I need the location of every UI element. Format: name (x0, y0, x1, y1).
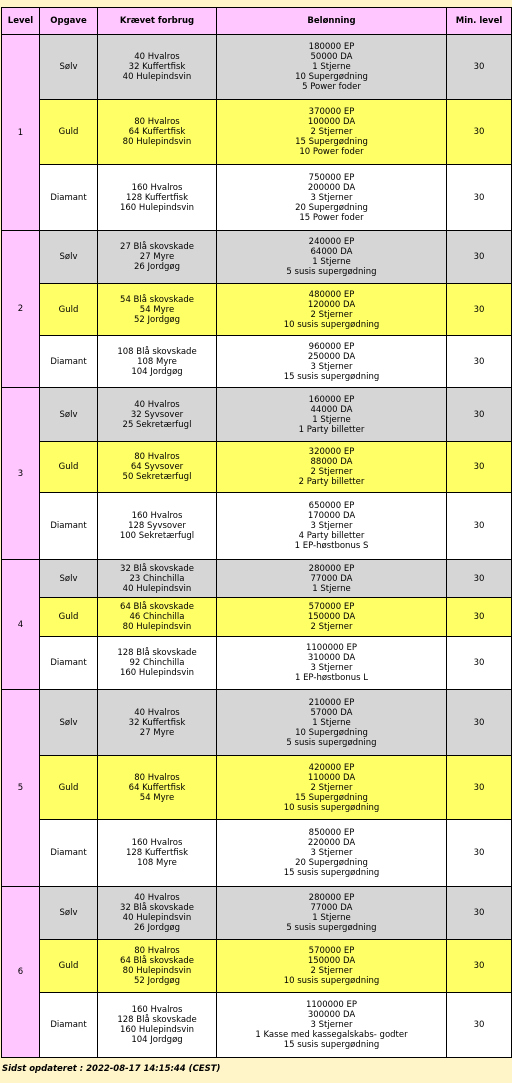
reward-item: 280000 EP (308, 893, 355, 903)
reward-item: 1100000 EP (305, 1000, 358, 1010)
task-cell: Guld (40, 100, 98, 165)
reward-item: 10 susis supergødning (283, 976, 380, 986)
reward-cell (217, 336, 447, 388)
required-item: 80 Hvalros (134, 117, 180, 127)
reward-item: 10 susis supergødning (283, 319, 380, 330)
min-level-cell: 30 (447, 940, 512, 993)
reward-item: 300000 DA (307, 1010, 356, 1020)
required-cell (98, 165, 217, 231)
level-cell: 1 (2, 35, 40, 231)
reward-item: 1 Stjerne (312, 414, 351, 425)
required-item: 26 Jordgøg (134, 262, 180, 272)
required-cell (98, 887, 217, 940)
reward-item: 1 Stjerne (312, 913, 351, 923)
required-item: 80 Hvalros (134, 946, 180, 956)
task-cell: Diamant (40, 336, 98, 388)
required-item: 80 Hulepindsvin (122, 622, 192, 632)
required-cell (98, 993, 217, 1058)
reward-item: 570000 EP (308, 946, 355, 956)
reward-item: 15 susis supergødning (283, 868, 380, 878)
required-item: 40 Hulepindsvin (122, 72, 192, 82)
reward-item: 5 susis supergødning (286, 923, 377, 933)
required-item: 108 Myre (137, 858, 177, 868)
reward-item: 88000 DA (310, 457, 353, 467)
required-cell (98, 284, 217, 336)
level-cell: 2 (2, 231, 40, 388)
required-item: 160 Hvalros (131, 182, 183, 193)
task-cell: Sølv (40, 231, 98, 284)
reward-item: 3 Stjerner (310, 848, 353, 858)
reward-item: 320000 EP (308, 447, 355, 457)
reward-cell (217, 165, 447, 231)
reward-item: 2 Stjerner (310, 467, 353, 477)
required-item: 46 Chinchilla (129, 612, 185, 622)
required-item: 32 Syvsover (130, 409, 184, 420)
reward-item: 15 Supergødning (295, 792, 368, 803)
reward-item: 1 EP-høstbonus L (294, 673, 369, 683)
required-cell (98, 598, 217, 637)
table-row (2, 493, 512, 560)
min-level-cell: 30 (447, 820, 512, 887)
min-level-cell: 30 (447, 887, 512, 940)
required-item: 32 Blå skovskade (120, 903, 194, 913)
reward-cell (217, 940, 447, 993)
reward-item: 2 Stjerner (310, 127, 353, 137)
task-cell: Diamant (40, 820, 98, 887)
reward-item: 110000 DA (307, 772, 356, 783)
required-item: 128 Blå skovskade (117, 648, 197, 658)
reward-item: 1 Stjerne (312, 717, 351, 728)
reward-cell (217, 756, 447, 820)
required-item: 100 Sekretærfugl (119, 531, 195, 541)
required-item: 40 Hulepindsvin (122, 913, 192, 923)
quest-table (1, 7, 512, 1058)
required-item: 92 Chinchilla (129, 658, 185, 668)
reward-item: 2 Party billetter (298, 477, 365, 487)
table-row (2, 756, 512, 820)
reward-item: 5 Power foder (302, 82, 361, 92)
table-row (2, 820, 512, 887)
task-cell: Sølv (40, 35, 98, 100)
reward-item: 1100000 EP (305, 643, 358, 653)
required-item: 160 Hulepindsvin (119, 1025, 195, 1035)
table-row (2, 35, 512, 100)
reward-item: 1 Stjerne (312, 583, 351, 594)
required-item: 160 Hulepindsvin (119, 668, 195, 678)
reward-item: 160000 EP (308, 394, 355, 405)
task-cell: Sølv (40, 887, 98, 940)
task-cell: Guld (40, 756, 98, 820)
required-cell (98, 690, 217, 756)
required-item: 27 Myre (139, 727, 175, 738)
required-item: 104 Jordgøg (131, 366, 183, 377)
required-item: 64 Blå skovskade (120, 956, 194, 966)
reward-item: 5 susis supergødning (286, 267, 377, 277)
required-item: 27 Myre (139, 252, 175, 262)
min-level-cell: 30 (447, 993, 512, 1058)
min-level-cell: 30 (447, 690, 512, 756)
reward-item: 850000 EP (308, 828, 355, 838)
header-level: Level (2, 8, 40, 35)
reward-item: 77000 DA (310, 573, 353, 584)
required-item: 40 Hvalros (134, 707, 180, 718)
required-cell (98, 100, 217, 165)
reward-cell (217, 35, 447, 100)
required-cell (98, 231, 217, 284)
required-cell (98, 35, 217, 100)
table-row (2, 100, 512, 165)
reward-item: 240000 EP (308, 237, 355, 247)
reward-item: 1 Stjerne (312, 62, 351, 72)
reward-item: 5 susis supergødning (286, 737, 377, 748)
reward-item: 10 Supergødning (295, 727, 368, 738)
required-item: 40 Hulepindsvin (122, 583, 192, 594)
reward-item: 10 Supergødning (295, 72, 368, 82)
task-cell: Diamant (40, 493, 98, 560)
min-level-cell: 30 (447, 442, 512, 493)
reward-item: 570000 EP (308, 602, 355, 612)
required-item: 27 Blå skovskade (120, 242, 194, 252)
reward-item: 210000 EP (308, 697, 355, 708)
reward-item: 15 Supergødning (295, 137, 368, 147)
reward-item: 50000 DA (310, 52, 353, 62)
reward-item: 150000 DA (307, 612, 356, 622)
reward-cell (217, 284, 447, 336)
header-min-level: Min. level (447, 8, 512, 35)
required-cell (98, 560, 217, 598)
reward-item: 650000 EP (308, 501, 355, 511)
level-cell: 5 (2, 690, 40, 887)
reward-cell (217, 820, 447, 887)
required-item: 52 Jordgøg (134, 314, 180, 325)
task-cell: Guld (40, 284, 98, 336)
reward-item: 10 Power foder (299, 147, 364, 157)
table-row (2, 165, 512, 231)
required-item: 26 Jordgøg (134, 923, 180, 933)
reward-item: 20 Supergødning (295, 858, 368, 868)
required-item: 40 Hvalros (134, 52, 180, 62)
reward-item: 370000 EP (308, 107, 355, 117)
required-item: 80 Hvalros (134, 772, 180, 783)
reward-item: 64000 DA (310, 247, 353, 257)
reward-cell (217, 231, 447, 284)
required-cell (98, 493, 217, 560)
header-reward: Belønning (217, 8, 447, 35)
table-row (2, 284, 512, 336)
required-item: 128 Blå skovskade (117, 1015, 197, 1025)
reward-item: 3 Stjerner (310, 1020, 353, 1030)
reward-cell (217, 100, 447, 165)
reward-item: 170000 DA (307, 511, 356, 521)
task-cell: Diamant (40, 637, 98, 690)
reward-item: 3 Stjerner (310, 192, 353, 203)
required-item: 64 Blå skovskade (120, 602, 194, 612)
reward-item: 1 Kasse med kassegalskabs- godter (255, 1030, 408, 1040)
table-row (2, 993, 512, 1058)
required-cell (98, 388, 217, 442)
reward-item: 150000 DA (307, 956, 356, 966)
table-row (2, 598, 512, 637)
last-updated: Sidst opdateret : 2022-08-17 14:15:44 (CEST) (2, 1064, 221, 1074)
quest-table-body (2, 35, 512, 1058)
required-cell (98, 442, 217, 493)
reward-item: 960000 EP (308, 341, 355, 352)
min-level-cell: 30 (447, 336, 512, 388)
min-level-cell: 30 (447, 35, 512, 100)
required-item: 64 Kuffertfisk (128, 127, 186, 137)
reward-item: 15 susis supergødning (283, 1040, 380, 1050)
reward-item: 2 Stjerner (310, 782, 353, 793)
required-item: 64 Syvsover (130, 462, 184, 472)
min-level-cell: 30 (447, 388, 512, 442)
reward-cell (217, 442, 447, 493)
required-item: 54 Myre (139, 304, 175, 315)
reward-item: 280000 EP (308, 563, 355, 574)
reward-cell (217, 993, 447, 1058)
reward-item: 20 Supergødning (295, 202, 368, 213)
reward-item: 1 Party billetter (298, 424, 365, 435)
required-item: 32 Kuffertfisk (128, 62, 186, 72)
table-row (2, 887, 512, 940)
task-cell: Sølv (40, 560, 98, 598)
reward-item: 15 Power foder (299, 212, 364, 223)
required-cell (98, 336, 217, 388)
required-cell (98, 637, 217, 690)
reward-item: 44000 DA (310, 404, 353, 415)
min-level-cell: 30 (447, 165, 512, 231)
required-item: 160 Hvalros (131, 838, 183, 848)
level-cell: 4 (2, 560, 40, 690)
required-item: 40 Hvalros (134, 893, 180, 903)
min-level-cell: 30 (447, 284, 512, 336)
reward-item: 1 EP-høstbonus S (294, 541, 369, 551)
task-cell: Sølv (40, 690, 98, 756)
reward-item: 2 Stjerner (310, 966, 353, 976)
required-item: 128 Syvsover (128, 521, 186, 531)
reward-item: 2 Stjerner (310, 309, 353, 320)
required-item: 128 Kuffertfisk (125, 192, 189, 203)
table-row (2, 637, 512, 690)
reward-cell (217, 637, 447, 690)
required-item: 160 Hvalros (131, 1005, 183, 1015)
task-cell: Guld (40, 442, 98, 493)
required-item: 108 Myre (137, 356, 177, 367)
min-level-cell: 30 (447, 560, 512, 598)
reward-item: 15 susis supergødning (283, 371, 380, 382)
table-row (2, 442, 512, 493)
reward-cell (217, 690, 447, 756)
required-item: 23 Chinchilla (129, 573, 185, 584)
required-item: 80 Hvalros (134, 452, 180, 462)
required-item: 32 Blå skovskade (120, 563, 194, 574)
required-item: 128 Kuffertfisk (125, 848, 189, 858)
table-row (2, 336, 512, 388)
reward-item: 750000 EP (308, 172, 355, 183)
reward-cell (217, 493, 447, 560)
reward-item: 310000 DA (307, 653, 356, 663)
reward-item: 1 Stjerne (312, 257, 351, 267)
reward-item: 100000 DA (307, 117, 356, 127)
required-item: 50 Sekretærfugl (122, 472, 192, 482)
reward-item: 180000 EP (308, 42, 355, 52)
reward-item: 250000 DA (307, 351, 356, 362)
required-item: 160 Hvalros (131, 511, 183, 521)
header-required: Krævet forbrug (98, 8, 217, 35)
table-row (2, 940, 512, 993)
min-level-cell: 30 (447, 231, 512, 284)
reward-item: 57000 DA (310, 707, 353, 718)
required-cell (98, 820, 217, 887)
required-item: 54 Myre (139, 792, 175, 803)
reward-item: 77000 DA (310, 903, 353, 913)
min-level-cell: 30 (447, 598, 512, 637)
required-item: 80 Hulepindsvin (122, 966, 192, 976)
reward-item: 2 Stjerner (310, 622, 353, 632)
required-item: 160 Hulepindsvin (119, 202, 195, 213)
task-cell: Guld (40, 598, 98, 637)
min-level-cell: 30 (447, 756, 512, 820)
reward-item: 220000 DA (307, 838, 356, 848)
level-cell: 3 (2, 388, 40, 560)
required-cell (98, 756, 217, 820)
reward-item: 120000 DA (307, 299, 356, 310)
task-cell: Diamant (40, 993, 98, 1058)
task-cell: Sølv (40, 388, 98, 442)
task-cell: Diamant (40, 165, 98, 231)
table-row (2, 231, 512, 284)
required-item: 32 Kuffertfisk (128, 717, 186, 728)
min-level-cell: 30 (447, 637, 512, 690)
table-row (2, 560, 512, 598)
required-item: 54 Blå skovskade (120, 294, 194, 305)
required-item: 25 Sekretærfugl (122, 419, 192, 430)
task-cell: Guld (40, 940, 98, 993)
reward-item: 200000 DA (307, 182, 356, 193)
reward-item: 3 Stjerner (310, 521, 353, 531)
table-row (2, 388, 512, 442)
min-level-cell: 30 (447, 493, 512, 560)
reward-cell (217, 560, 447, 598)
required-cell (98, 940, 217, 993)
reward-cell (217, 598, 447, 637)
table-row (2, 690, 512, 756)
reward-item: 480000 EP (308, 289, 355, 300)
required-item: 80 Hulepindsvin (122, 137, 192, 147)
header-task: Opgave (40, 8, 98, 35)
reward-cell (217, 887, 447, 940)
required-item: 108 Blå skovskade (117, 346, 197, 357)
reward-item: 3 Stjerner (310, 361, 353, 372)
reward-item: 10 susis supergødning (283, 802, 380, 813)
required-item: 64 Kuffertfisk (128, 782, 186, 793)
required-item: 40 Hvalros (134, 399, 180, 410)
reward-cell (217, 388, 447, 442)
header-row (2, 8, 512, 35)
reward-item: 3 Stjerner (310, 663, 353, 673)
reward-item: 420000 EP (308, 762, 355, 773)
required-item: 104 Jordgøg (131, 1035, 183, 1045)
min-level-cell: 30 (447, 100, 512, 165)
reward-item: 4 Party billetter (298, 531, 365, 541)
required-item: 52 Jordgøg (134, 976, 180, 986)
level-cell: 6 (2, 887, 40, 1058)
